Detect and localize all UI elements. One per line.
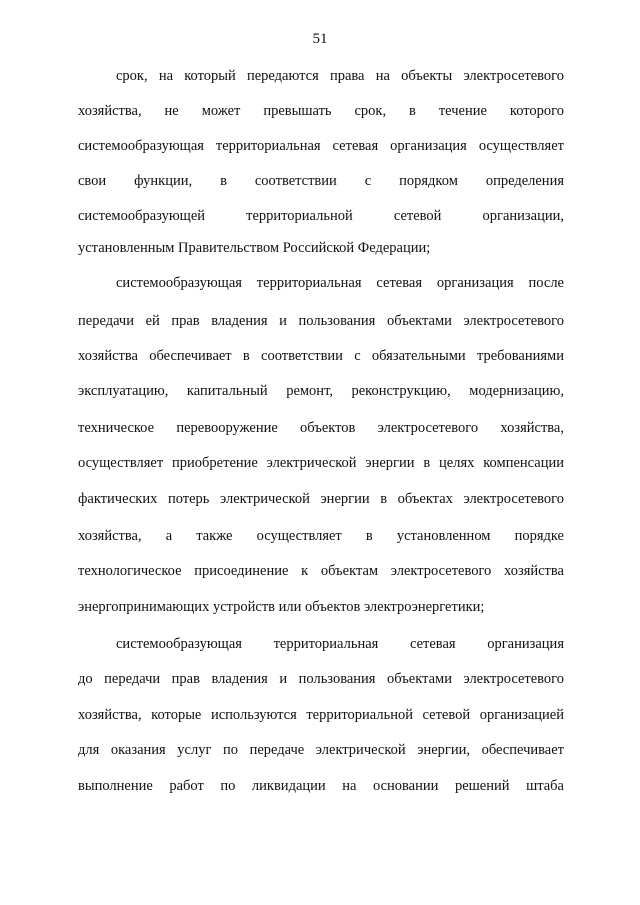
text-line: технологическое присоединение к объектам электросетевого хозяйства: [78, 563, 564, 579]
text-line: эксплуатацию, капитальный ремонт, реконструкцию, модернизацию,: [78, 383, 564, 399]
text-line: срок, на который передаются права на объекты электросетевого: [116, 68, 564, 84]
text-line: свои функции, в соответствии с порядком определения: [78, 173, 564, 189]
text-line: системообразующая территориальная сетевая организация осуществляет: [78, 138, 564, 154]
text-line: хозяйства, которые используются территориальной сетевой организацией: [78, 707, 564, 723]
text-line: техническое перевооружение объектов электросетевого хозяйства,: [78, 420, 564, 436]
text-line: фактических потерь электрической энергии в объектах электросетевого: [78, 491, 564, 507]
text-line: энергопринимающих устройств или объектов электроэнергетики;: [78, 599, 485, 615]
text-line: передачи ей прав владения и пользования объектами электросетевого: [78, 313, 564, 329]
text-line: осуществляет приобретение электрической энергии в целях компенсации: [78, 455, 564, 471]
text-line: хозяйства, а также осуществляет в установленном порядке: [78, 528, 564, 544]
text-line: до передачи прав владения и пользования объектами электросетевого: [78, 671, 564, 687]
text-line: для оказания услуг по передаче электрической энергии, обеспечивает: [78, 742, 564, 758]
text-line: системообразующая территориальная сетевая организация: [116, 636, 564, 652]
page-number: 51: [312, 31, 328, 47]
text-line: хозяйства обеспечивает в соответствии с обязательными требованиями: [78, 348, 564, 364]
text-line: системообразующей территориальной сетевой организации,: [78, 208, 564, 224]
text-line: выполнение работ по ликвидации на основании решений штаба: [78, 778, 564, 794]
text-line: системообразующая территориальная сетевая организация после: [116, 275, 564, 291]
text-line: хозяйства, не может превышать срок, в течение которого: [78, 103, 564, 119]
text-line: установленным Правительством Российской Федерации;: [78, 240, 431, 256]
